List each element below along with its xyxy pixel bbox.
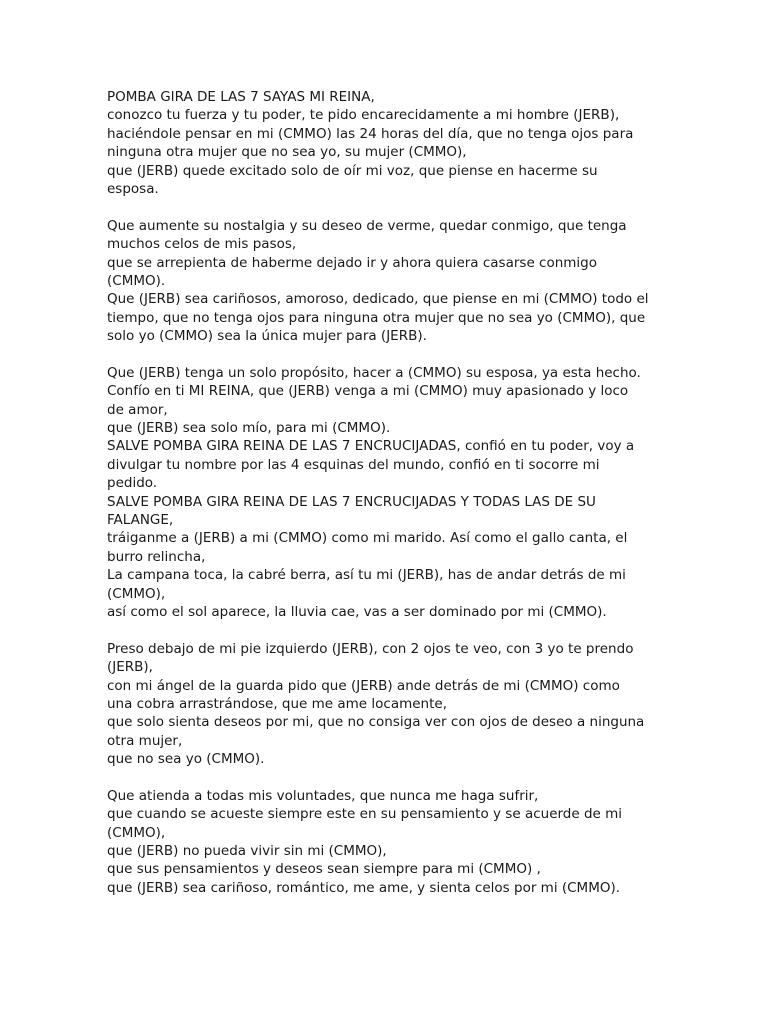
text-line: Que (JERB) sea cariñosos, amoroso, dedicado, que piense en mi (CMMO) todo el: [107, 291, 649, 308]
text-line: que no sea yo (CMMO).: [107, 751, 265, 768]
text-line: conozco tu fuerza y tu poder, te pido encarecidamente a mi hombre (JERB),: [107, 107, 620, 124]
text-line: haciéndole pensar en mi (CMMO) las 24 horas del día, que no tenga ojos para: [107, 125, 634, 142]
text-line: una cobra arrastrándose, que me ame locamente,: [107, 695, 448, 712]
paragraph-2: [107, 217, 667, 346]
text-line: Confío en ti MI REINA, que (JERB) venga a mi (CMMO) muy apasionado y loco: [107, 383, 629, 400]
text-line: solo yo (CMMO) sea la única mujer para (JERB).: [107, 328, 427, 345]
text-line: Que atienda a todas mis voluntades, que nunca me haga sufrir,: [107, 787, 539, 804]
text-line: que solo sienta deseos por mi, que no consiga ver con ojos de deseo a ninguna: [107, 714, 645, 731]
text-line: burro relincha,: [107, 548, 206, 565]
paragraph-gap: [107, 198, 667, 216]
text-line: que cuando se acueste siempre este en su pensamiento y se acuerde de mi: [107, 806, 623, 823]
paragraph-3: [107, 364, 667, 621]
text-line: (CMMO),: [107, 824, 166, 841]
text-line: divulgar tu nombre por las 4 esquinas del mundo, confió en ti socorre mi: [107, 456, 600, 473]
text-line: que sus pensamientos y deseos sean siempre para mi (CMMO) ,: [107, 861, 541, 878]
text-line: tráiganme a (JERB) a mi (CMMO) como mi marido. Así como el gallo canta, el: [107, 530, 628, 547]
paragraph-1: [107, 88, 667, 198]
paragraph-gap: [107, 768, 667, 786]
paragraph-4: [107, 640, 667, 769]
text-line: (CMMO),: [107, 585, 166, 602]
document-page: [107, 88, 667, 897]
text-line: SALVE POMBA GIRA REINA DE LAS 7 ENCRUCIJADAS, confió en tu poder, voy a: [107, 438, 635, 455]
text-line: que (JERB) no pueda vivir sin mi (CMMO),: [107, 843, 387, 860]
text-line: (CMMO).: [107, 272, 166, 289]
text-line: muchos celos de mis pasos,: [107, 236, 297, 253]
text-line: POMBA GIRA DE LAS 7 SAYAS MI REINA,: [107, 89, 375, 105]
text-line: de amor,: [107, 401, 168, 418]
text-line: que se arrepienta de haberme dejado ir y ahora quiera casarse conmigo: [107, 254, 598, 271]
text-line: (JERB),: [107, 659, 153, 676]
text-line: esposa.: [107, 180, 159, 197]
text-line: Que aumente su nostalgia y su deseo de verme, quedar conmigo, que tenga: [107, 217, 627, 234]
text-line: Preso debajo de mi pie izquierdo (JERB), con 2 ojos te veo, con 3 yo te prendo: [107, 640, 634, 657]
text-line: tiempo, que no tenga ojos para ninguna otra mujer que no sea yo (CMMO), que: [107, 309, 646, 326]
paragraph-gap: [107, 621, 667, 639]
text-line: que (JERB) sea solo mío, para mi (CMMO).: [107, 420, 391, 437]
text-line: Que (JERB) tenga un solo propósito, hacer a (CMMO) su esposa, ya esta hecho.: [107, 364, 641, 381]
text-line: con mi ángel de la guarda pido que (JERB) ande detrás de mi (CMMO) como: [107, 677, 620, 694]
text-line: La campana toca, la cabré berra, así tu mi (JERB), has de andar detrás de mi: [107, 567, 626, 584]
paragraph-gap: [107, 345, 667, 363]
text-line: así como el sol aparece, la lluvia cae, vas a ser dominado por mi (CMMO).: [107, 603, 607, 620]
text-line: otra mujer,: [107, 732, 183, 749]
text-line: FALANGE,: [107, 511, 174, 528]
text-line: pedido.: [107, 475, 158, 492]
paragraph-5: [107, 787, 667, 897]
text-line: ninguna otra mujer que no sea yo, su mujer (CMMO),: [107, 144, 467, 161]
text-line: SALVE POMBA GIRA REINA DE LAS 7 ENCRUCIJADAS Y TODAS LAS DE SU: [107, 493, 596, 510]
text-line: que (JERB) sea cariñoso, romántico, me ame, y sienta celos por mi (CMMO).: [107, 879, 621, 896]
text-line: que (JERB) quede excitado solo de oír mi voz, que piense en hacerme su: [107, 162, 598, 179]
